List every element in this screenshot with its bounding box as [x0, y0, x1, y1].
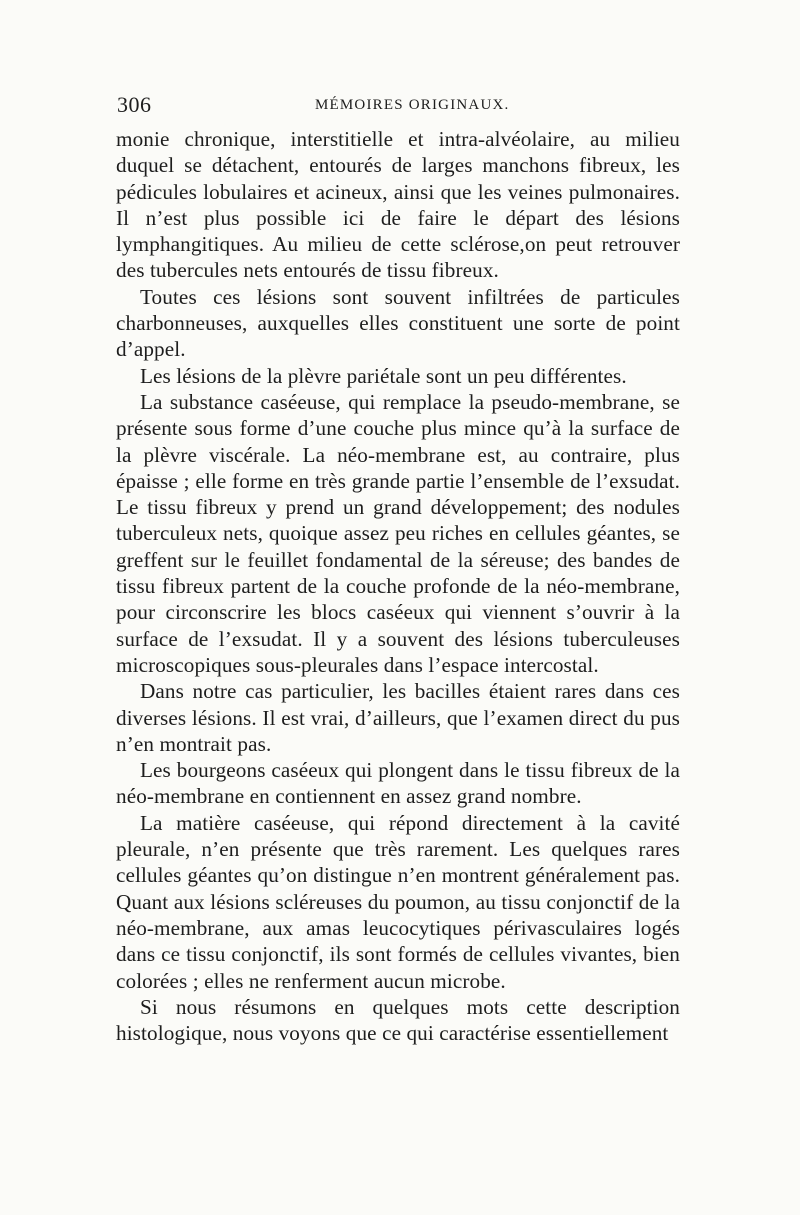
paragraph: Les lésions de la plèvre pariétale sont un peu différentes.	[140, 363, 627, 388]
body-text	[116, 126, 680, 1046]
paragraph: Toutes ces lésions sont souvent infiltrées de particules charbonneuses, auxquelles elles constituent une sorte de point d’appel.	[116, 284, 680, 362]
page-header	[117, 92, 677, 122]
paragraph: La substance caséeuse, qui remplace la pseudo-membrane, se présente sous forme d’une couche plus mince qu’à la surface de la plèvre viscérale. La néo-membrane est, au contraire, plus épaisse ; elle forme en très grande partie l’ensemble de l’exsudat. Le tissu fibreux y prend un grand développement; des nodules tuberculeux nets, quoique assez peu riches en cellules géantes, se greffent sur le feuillet fondamental de la séreuse; des bandes de tissu fibreux partent de la couche profonde de la néo-membrane, pour circonscrire les blocs caséeux qui viennent s’ouvrir à la surface de l’exsudat. Il y a souvent des lésions tuberculeuses microscopiques sous-pleurales dans l’espace intercostal.	[116, 389, 680, 677]
paragraph: monie chronique, interstitielle et intra-alvéolaire, au milieu duquel se détachent, entourés de larges manchons fibreux, les pédicules lobulaires et acineux, ainsi que les veines pulmonaires. Il n’est plus possible ici de faire le départ des lésions lymphangitiques. Au milieu de cette sclérose,on peut retrouver des tubercules nets entourés de tissu fibreux.	[116, 127, 680, 283]
page-number: 306	[117, 92, 152, 117]
paragraph: Les bourgeons caséeux qui plongent dans le tissu fibreux de la néo-membrane en contiennent en assez grand nombre.	[116, 758, 680, 809]
paragraph: Dans notre cas particulier, les bacilles étaient rares dans ces diverses lésions. Il est vrai, d’ailleurs, que l’examen direct du pus n’en montrait pas.	[116, 679, 680, 756]
paragraph: La matière caséeuse, qui répond directement à la cavité pleurale, n’en présente que très rarement. Les quelques rares cellules géantes qu’on distingue n’en montrent généralement pas. Quant aux lésions scléreuses du poumon, au tissu conjonctif de la néo-membrane, aux amas leucocytiques périvasculaires logés dans ce tissu conjonctif, ils sont formés de cellules vivantes, bien colorées ; elles ne renferment aucun microbe.	[116, 810, 680, 993]
running-title: MÉMOIRES ORIGINAUX.	[315, 97, 510, 113]
paragraph: Si nous résumons en quelques mots cette description histologique, nous voyons que ce qui caractérise essentiellement	[116, 994, 680, 1046]
